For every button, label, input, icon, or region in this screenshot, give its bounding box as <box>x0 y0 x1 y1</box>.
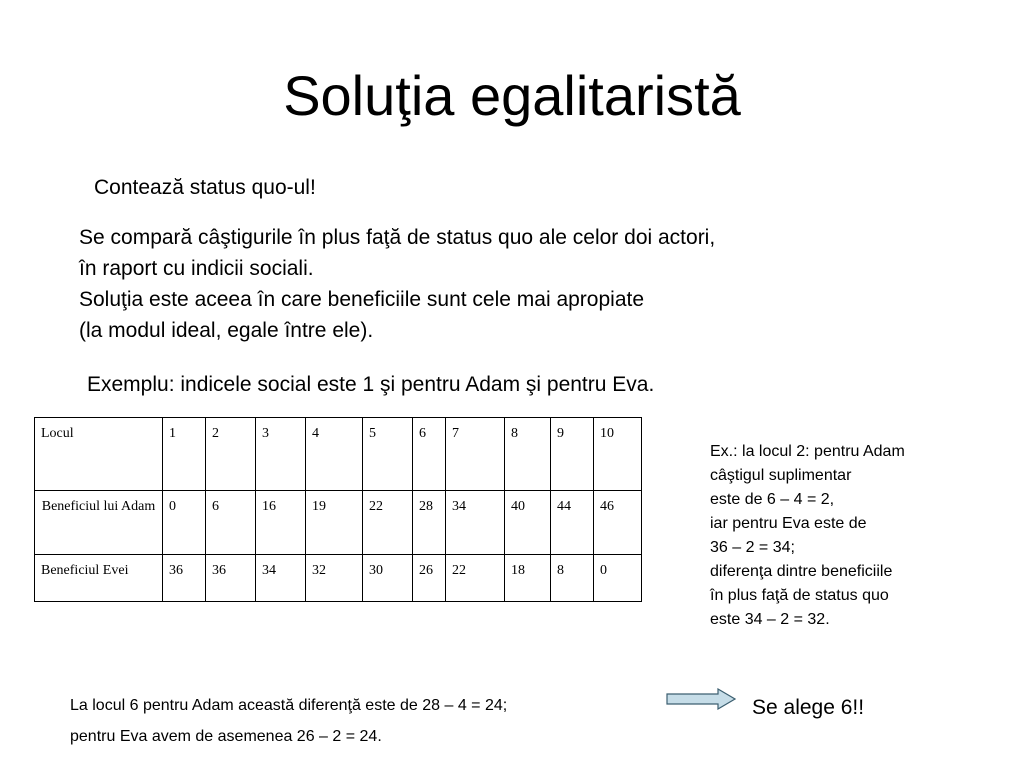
table-row-adam <box>35 491 642 555</box>
table-cell: 36 <box>206 555 256 602</box>
table-cell: 3 <box>256 418 306 491</box>
side-note-line: diferenţa dintre beneficiile <box>710 563 893 580</box>
table-cell: 6 <box>206 491 256 555</box>
example-line: Exemplu: indicele social este 1 şi pentru Adam şi pentru Eva. <box>87 373 655 396</box>
table-cell: 19 <box>306 491 363 555</box>
paragraph-line: Se compară câştigurile în plus faţă de status quo ale celor doi actori, <box>79 226 716 249</box>
side-note <box>710 440 905 632</box>
side-note-line: 36 – 2 = 34; <box>710 539 795 556</box>
benefits-table <box>34 417 642 602</box>
table-cell: 34 <box>256 555 306 602</box>
row-label-locul: Locul <box>35 418 163 491</box>
table-cell: 16 <box>256 491 306 555</box>
arrow-shape <box>667 689 735 709</box>
table-cell: 44 <box>551 491 594 555</box>
table-cell: 0 <box>163 491 206 555</box>
table-cell: 40 <box>505 491 551 555</box>
side-note-line: iar pentru Eva este de <box>710 515 867 532</box>
right-arrow-icon <box>666 688 736 710</box>
side-note-line: câştigul suplimentar <box>710 467 852 484</box>
table-cell: 0 <box>594 555 642 602</box>
paragraph-line: Soluţia este aceea în care beneficiile sunt cele mai apropiate <box>79 288 645 311</box>
table-cell: 10 <box>594 418 642 491</box>
table-cell: 4 <box>306 418 363 491</box>
table-cell: 34 <box>446 491 505 555</box>
table-cell: 22 <box>363 491 413 555</box>
row-label-eva: Beneficiul Evei <box>35 555 163 602</box>
row-label-adam: Beneficiul lui Adam <box>35 491 163 555</box>
side-note-line: este de 6 – 4 = 2, <box>710 491 835 508</box>
side-note-line: este 34 – 2 = 32. <box>710 611 830 628</box>
table-cell: 36 <box>163 555 206 602</box>
table-cell: 26 <box>413 555 446 602</box>
table-cell: 8 <box>505 418 551 491</box>
table-cell: 6 <box>413 418 446 491</box>
bottom-line-adam: La locul 6 pentru Adam această diferenţă este de 28 – 4 = 24; <box>70 697 508 714</box>
table-cell: 46 <box>594 491 642 555</box>
table-cell: 30 <box>363 555 413 602</box>
table-cell: 9 <box>551 418 594 491</box>
table-cell: 2 <box>206 418 256 491</box>
bottom-line-eva: pentru Eva avem de asemenea 26 – 2 = 24. <box>70 728 382 745</box>
table-cell: 5 <box>363 418 413 491</box>
side-note-line: în plus faţă de status quo <box>710 587 889 604</box>
table-row-eva <box>35 555 642 602</box>
paragraph-line: (la modul ideal, egale între ele). <box>79 319 374 342</box>
explanation-paragraph <box>79 222 715 346</box>
status-quo-line: Contează status quo-ul! <box>94 176 316 199</box>
conclusion-text: Se alege 6!! <box>752 696 865 719</box>
table-cell: 1 <box>163 418 206 491</box>
table-cell: 8 <box>551 555 594 602</box>
slide-title: Soluţia egalitaristă <box>283 64 741 127</box>
paragraph-line: în raport cu indicii sociali. <box>79 257 314 280</box>
table-cell: 28 <box>413 491 446 555</box>
table-cell: 18 <box>505 555 551 602</box>
table-cell: 22 <box>446 555 505 602</box>
side-note-line: Ex.: la locul 2: pentru Adam <box>710 443 905 460</box>
table-cell: 32 <box>306 555 363 602</box>
table-cell: 7 <box>446 418 505 491</box>
table-row-locul <box>35 418 642 491</box>
